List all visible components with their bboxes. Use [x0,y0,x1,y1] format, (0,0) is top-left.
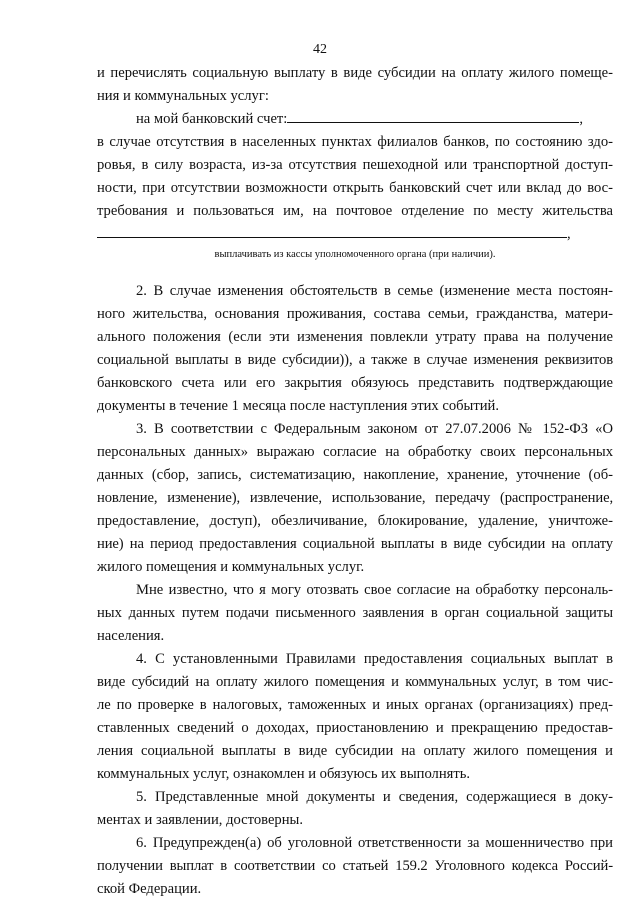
text-line: 4. С установленными Правилами предоставления социальных выплат в [136,651,613,667]
bank-account-line [97,108,613,131]
text-line: коммунальных услуг, ознакомлен и обязуюсь их выполнять. [97,766,471,782]
text-line: банковского счета или его закрытия обязуюсь представить подтверждающие [97,375,613,391]
text-line: населения. [97,628,165,644]
text-line: ние) на период предоставления социальной выплаты в виде субсидии на оплату [97,536,613,552]
text-line: 2. В случае изменения обстоятельств в семье (изменение места постоян- [136,283,613,299]
text-line: ния и коммунальных услуг: [97,88,269,104]
text-line: ской Федерации. [97,881,202,897]
text-line: требования и пользоваться им, на почтовое отделение по месту жительства [97,203,613,219]
text-line: Мне известно, что я могу отозвать свое согласие на обработку персональ- [136,582,613,598]
spacer [97,262,613,280]
bank-account-label: на мой банковский счет: [136,111,288,127]
text-line: получении выплат в соответствии со статьей 159.2 Уголовного кодекса Россий- [97,858,613,874]
text-line: документы в течение 1 месяца после наступления этих событий. [97,398,500,414]
text-line: 3. В соответствии с Федеральным законом от 27.07.2006 № 152-ФЗ «О [136,421,613,437]
text-line: персональных данных» выражаю согласие на обработку своих персональных [97,444,613,460]
text-line: предоставление, доступ), обезличивание, блокирование, удаление, уничтоже- [97,513,613,529]
document-body [97,62,613,901]
text-line: ментах и заявлении, достоверны. [97,812,303,828]
text-line: 6. Предупрежден(а) об уголовной ответственности за мошенничество при [136,835,613,851]
field-caption: выплачивать из кассы уполномоченного органа (при наличии). [214,249,496,260]
text-line: ставленных сведений о доходах, приостановлению и прекращению предостав- [97,720,613,736]
post-office-line [97,223,613,246]
punctuation: , [579,111,584,127]
post-office-field[interactable] [97,223,567,238]
text-line: социальной выплаты в виде субсидии)), а также в случае изменения реквизитов [97,352,613,368]
text-line: жилого помещения и коммунальных услуг. [97,559,365,575]
text-line: ного жительства, основания проживания, состава семьи, гражданства, матери- [97,306,613,322]
text-line: виде субсидий на оплату жилого помещения и коммунальных услуг, в том чис- [97,674,613,690]
punctuation: , [567,226,571,242]
text-line: ле по проверке в налоговых, таможенных и иных органах (организациях) пред- [97,697,613,713]
text-line: данных (сбор, запись, систематизацию, накопление, хранение, уточнение (об- [97,467,613,483]
text-line: в случае отсутствия в населенных пунктах филиалов банков, по состоянию здо- [97,134,613,150]
text-line: ности, при отсутствии возможности открыть банковский счет или вклад до вос- [97,180,613,196]
bank-account-field[interactable] [287,108,579,123]
text-line: новление, изменение), извлечение, использование, передачу (распространение, [97,490,613,506]
text-line: ального положения (если эти изменения повлекли утрату права на получение [97,329,613,345]
text-line: и перечислять социальную выплату в виде субсидии на оплату жилого помеще- [97,65,613,81]
page-number: 42 [313,42,327,57]
text-line: ных данных путем подачи письменного заявления в орган социальной защиты [97,605,613,621]
text-line: 5. Представленные мной документы и сведения, содержащиеся в доку- [136,789,613,805]
text-line: ровья, в силу возраста, из-за отсутствия пешеходной или транспортной доступ- [97,157,613,173]
text-line: ления социальной выплаты в виде субсидии на оплату жилого помещения и [97,743,613,759]
